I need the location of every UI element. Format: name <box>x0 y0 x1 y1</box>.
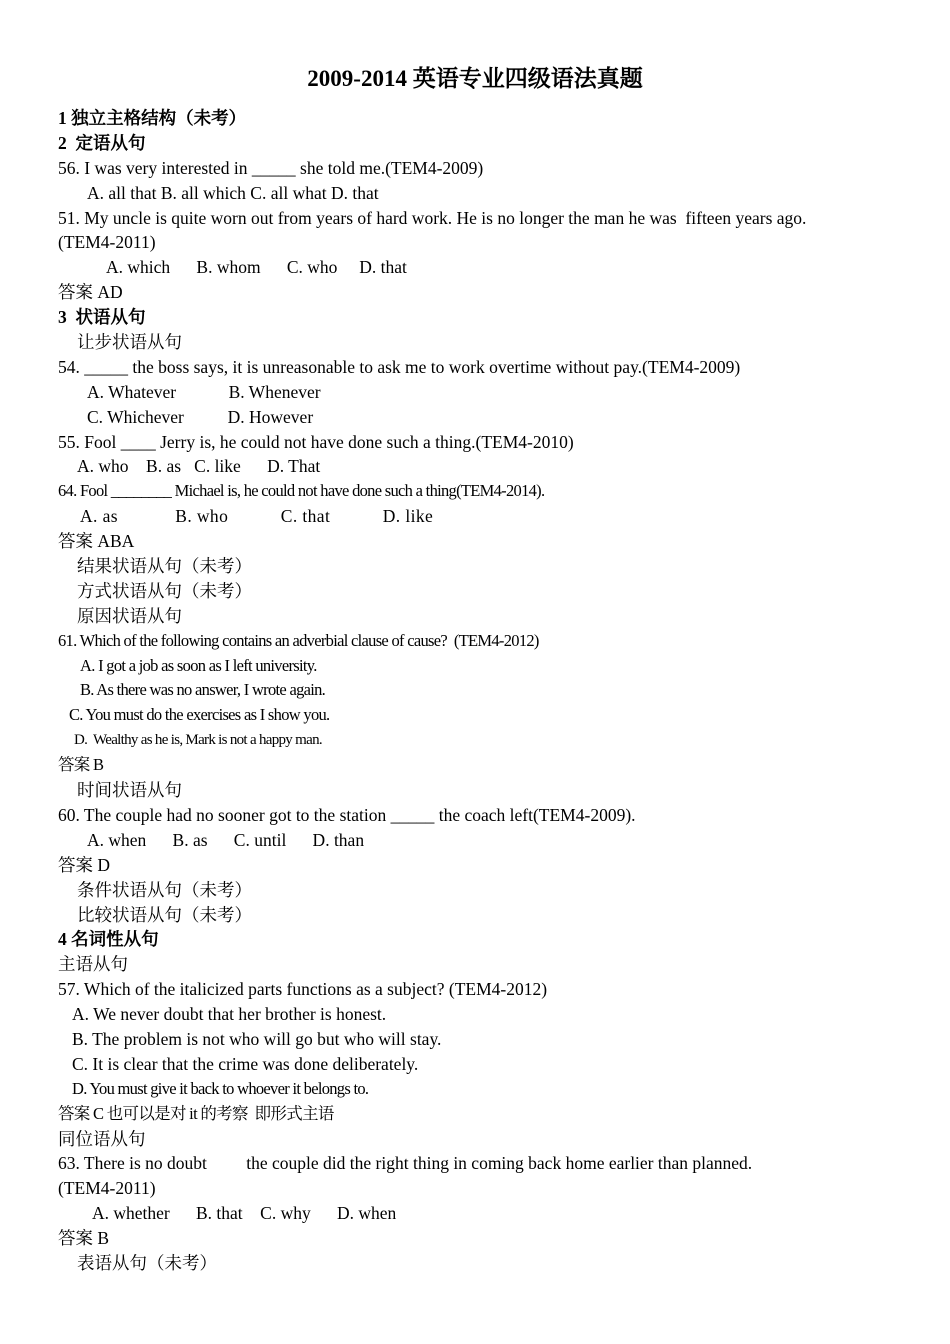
option-61-a: A. I got a job as soon as I left university. <box>80 655 317 675</box>
section-heading-3: 3 状语从句 <box>58 307 146 328</box>
option-57-a: A. We never doubt that her brother is honest. <box>72 1004 387 1025</box>
question-57: 57. Which of the italicized parts functions as a subject? (TEM4-2012) <box>58 979 548 1000</box>
answer-line: 答案 B <box>58 755 104 775</box>
question-55: 55. Fool ____ Jerry is, he could not have done such a thing.(TEM4-2010) <box>58 431 574 452</box>
answer-line: 答案 D <box>58 854 111 875</box>
document-body <box>58 106 918 1276</box>
options-56: A. all that B. all which C. all what D. that <box>87 182 379 203</box>
subsection-heading: 同位语从句 <box>58 1128 146 1149</box>
option-61-d: D. Wealthy as he is, Mark is not a happy man. <box>74 732 322 749</box>
section-heading-1: 1 独立主格结构（未考） <box>58 108 247 128</box>
subsection-heading: 主语从句 <box>58 954 128 975</box>
question-64: 64. Fool ________ Michael is, he could not have done such a thing(TEM4-2014). <box>58 481 545 501</box>
question-54: 54. _____ the boss says, it is unreasonable to ask me to work overtime without pay.(TEM4-2009) <box>58 356 741 377</box>
section-heading-4: 4 名词性从句 <box>58 929 159 950</box>
option-57-d: D. You must give it back to whoever it belongs to. <box>72 1078 369 1098</box>
answer-line: 答案 ABA <box>58 531 135 552</box>
question-51-source: (TEM4-2011) <box>58 232 156 253</box>
question-63-source: (TEM4-2011) <box>58 1178 156 1199</box>
option-61-b: B. As there was no answer, I wrote again. <box>80 680 326 700</box>
option-61-c: C. You must do the exercises as I show you. <box>69 705 330 725</box>
subsection-heading: 让步状语从句 <box>77 332 182 353</box>
option-57-c: C. It is clear that the crime was done deliberately. <box>72 1053 419 1074</box>
answer-line: 答案 AD <box>58 282 123 303</box>
subsection-heading: 时间状语从句 <box>77 780 182 801</box>
options-51: A. which B. whom C. who D. that <box>106 257 407 278</box>
options-54-row1: A. Whatever B. Whenever <box>87 381 321 402</box>
options-63: A. whether B. that C. why D. when <box>92 1203 397 1224</box>
subsection-heading: 结果状语从句（未考） <box>77 556 252 577</box>
page-title: 2009-2014 英语专业四级语法真题 <box>307 66 643 91</box>
options-64: A. as B. who C. that D. like <box>80 506 434 527</box>
question-63: 63. There is no doubt the couple did the right thing in coming back home earlier than planned. <box>58 1153 753 1174</box>
answer-line: 答案 B <box>58 1228 110 1249</box>
subsection-heading: 表语从句（未考） <box>77 1252 217 1273</box>
question-60: 60. The couple had no sooner got to the station _____ the coach left(TEM4-2009). <box>58 804 636 825</box>
options-60: A. when B. as C. until D. than <box>87 829 365 850</box>
subsection-heading: 原因状语从句 <box>77 605 182 626</box>
question-51: 51. My uncle is quite worn out from years of hard work. He is no longer the man he was fifteen years ago. <box>58 207 807 228</box>
subsection-heading: 比较状语从句（未考） <box>77 904 252 925</box>
question-61: 61. Which of the following contains an adverbial clause of cause? (TEM4-2012) <box>58 630 539 650</box>
subsection-heading: 条件状语从句（未考） <box>77 879 252 900</box>
question-56: 56. I was very interested in _____ she told me.(TEM4-2009) <box>58 157 484 178</box>
options-54-row2: C. Whichever D. However <box>87 406 314 427</box>
subsection-heading: 方式状语从句（未考） <box>77 580 252 601</box>
option-57-b: B. The problem is not who will go but who will stay. <box>72 1028 442 1049</box>
options-55: A. who B. as C. like D. That <box>77 456 321 477</box>
section-heading-2: 2 定语从句 <box>58 132 146 153</box>
answer-line: 答案 C 也可以是对 it 的考察 即形式主语 <box>58 1103 334 1123</box>
